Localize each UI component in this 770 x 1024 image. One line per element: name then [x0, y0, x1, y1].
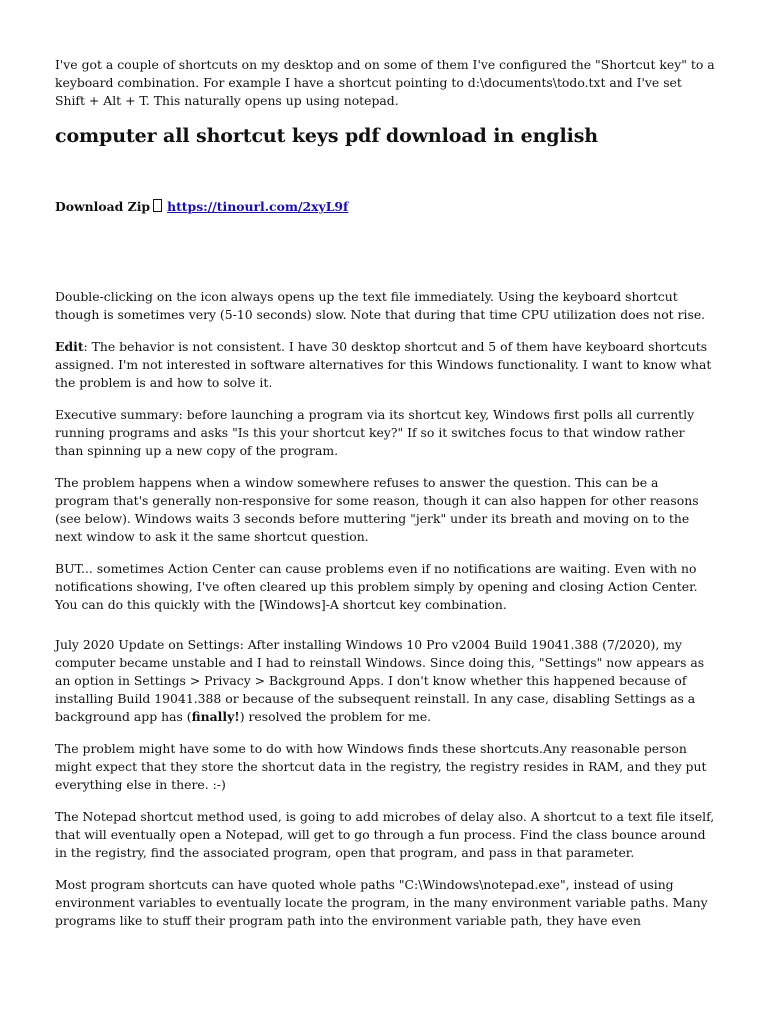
download-link[interactable]: https://tinourl.com/2xyL9f [167, 199, 349, 214]
document-page [55, 56, 715, 944]
finally-emphasis: finally! [191, 709, 240, 724]
paragraph-8: The Notepad shortcut method used, is going to add microbes of delay also. A shortcut to a text file itself, that will eventually open a Notepad, will get to go through a fun process. Find the class bounce around in the registry, find the associated program, open that program, and pass in that parameter. [55, 809, 715, 860]
paragraph-4: The problem happens when a window somewhere refuses to answer the question. This can be a program that's generally non-responsive for some reason, though it can also happen for other reasons (see below). Windows waits 3 seconds before muttering "jerk" under its breath and moving on to the next window to ask it the same shortcut question. [55, 475, 699, 544]
paragraph-9: Most program shortcuts can have quoted whole paths "C:\Windows\notepad.exe", instead of using environment variables to eventually locate the program, in the many environment variable paths. Many programs like to stuff their program path into the environment variable path, they have even [55, 877, 708, 928]
download-row [55, 198, 715, 216]
paragraph-5: BUT... sometimes Action Center can cause problems even if no notifications are waiting. Even with no notifications showing, I've often cleared up this problem simply by opening and closing Action Center. You can do this quickly with the [Windows]-A shortcut key combination. [55, 561, 698, 612]
paragraph-7: The problem might have some to do with how Windows finds these shortcuts.Any reasonable person might expect that they store the shortcut data in the registry, the registry resides in RAM, and they put everything else in there. :-) [55, 741, 707, 792]
paragraph-2 [55, 338, 715, 392]
download-label: Download Zip [55, 199, 151, 214]
paragraph-1: Double-clicking on the icon always opens up the text file immediately. Using the keyboard shortcut though is sometimes very (5-10 seconds) slow. Note that during that time CPU utilization does not rise. [55, 289, 706, 322]
edit-label: Edit [55, 339, 84, 354]
paragraph-6-text-a: July 2020 Update on Settings: After installing Windows 10 Pro v2004 Build 19041.388 (7/2020), my computer became unstable and I had to reinstall Windows. Since doing this, "Settings" now appears as an option in Settings > Privacy > Background Apps. I don't know whether this happened because of installing Build 19041.388 or because of the subsequent reinstall. In any case, disabling Settings as a background app has ( [55, 637, 705, 724]
missing-glyph-icon [153, 199, 162, 212]
intro-paragraph: I've got a couple of shortcuts on my desktop and on some of them I've configured the "Shortcut key" to a keyboard combination. For example I have a shortcut pointing to d:\documents\todo.txt and I've set Shift + Alt + T. This naturally opens up using notepad. [55, 57, 715, 108]
paragraph-6-text-b: ) resolved the problem for me. [239, 709, 432, 724]
paragraph-3: Executive summary: before launching a program via its shortcut key, Windows first polls all currently running programs and asks "Is this your shortcut key?" If so it switches focus to that window rather than spinning up a new copy of the program. [55, 407, 695, 458]
paragraph-6 [55, 636, 715, 726]
paragraph-2-text: : The behavior is not consistent. I have 30 desktop shortcut and 5 of them have keyboard shortcuts assigned. I'm not interested in software alternatives for this Windows functionality. I want to know what the problem is and how to solve it. [55, 339, 712, 390]
page-title: computer all shortcut keys pdf download in english [55, 125, 599, 147]
